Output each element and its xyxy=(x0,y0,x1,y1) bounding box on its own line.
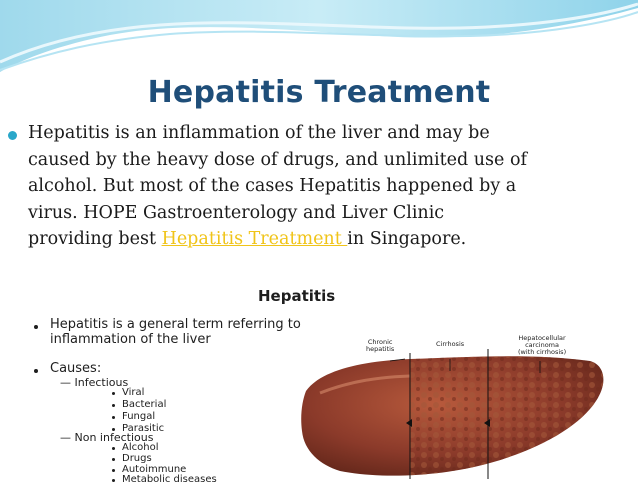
bullet-dot-icon xyxy=(112,469,115,472)
bullet-dot-icon xyxy=(112,392,115,395)
caption-carcinoma: Hepatocellular carcinoma (with cirrhosis) xyxy=(518,334,567,356)
bullet-dot-icon xyxy=(112,404,115,407)
definition-line-1: Hepatitis is a general term referring to xyxy=(50,317,301,332)
non-infectious-label: — Non infectious xyxy=(60,431,154,444)
bullet-dot-icon xyxy=(112,479,115,482)
infectious-item: Parasitic xyxy=(122,423,165,434)
caption-cirrhosis: Cirrhosis xyxy=(436,340,465,348)
bullet-dot-icon xyxy=(34,369,38,373)
hepatitis-treatment-link[interactable]: Hepatitis Treatment xyxy=(161,229,348,249)
slide-title: Hepatitis Treatment xyxy=(147,75,491,110)
paragraph-line-5: providing best xyxy=(28,229,162,249)
header-wave-decoration xyxy=(0,0,638,80)
bullet-dot-icon xyxy=(112,416,115,419)
non-infectious-item: Alcohol xyxy=(122,442,159,453)
liver-icon xyxy=(300,331,610,479)
definition-line-2: inflammation of the liver xyxy=(50,332,211,347)
non-infectious-item: Drugs xyxy=(122,453,152,464)
paragraph-line-3: alcohol. But most of the cases Hepatitis happened by a xyxy=(28,176,517,196)
infectious-item: Fungal xyxy=(122,411,156,422)
causes-label: Causes: xyxy=(50,361,102,376)
infectious-item: Viral xyxy=(122,387,145,398)
hepatitis-illustration xyxy=(30,281,610,485)
paragraph-line-4: virus. HOPE Gastroenterology and Liver Clinic xyxy=(28,202,445,223)
slide-paragraph xyxy=(28,120,628,253)
illustration-title: Hepatitis xyxy=(258,287,336,305)
bullet-dot-icon xyxy=(112,447,115,450)
paragraph-line-5-end: in Singapore. xyxy=(347,229,467,249)
paragraph-line-2: caused by the heavy dose of drugs, and unlimited use of xyxy=(28,149,527,170)
non-infectious-item: Metabolic diseases xyxy=(122,474,217,485)
bullet-dot-icon xyxy=(112,458,115,461)
infectious-item: Bacterial xyxy=(122,399,167,410)
caption-chronic-hepatitis: Chronic hepatitis xyxy=(366,338,395,353)
bullet-dot-icon xyxy=(34,325,38,329)
bullet-icon xyxy=(8,131,17,140)
non-infectious-item: Autoimmune xyxy=(122,464,187,475)
paragraph-line-1: Hepatitis is an inflammation of the liver and may be xyxy=(28,123,490,143)
infectious-label: — Infectious xyxy=(60,376,129,389)
